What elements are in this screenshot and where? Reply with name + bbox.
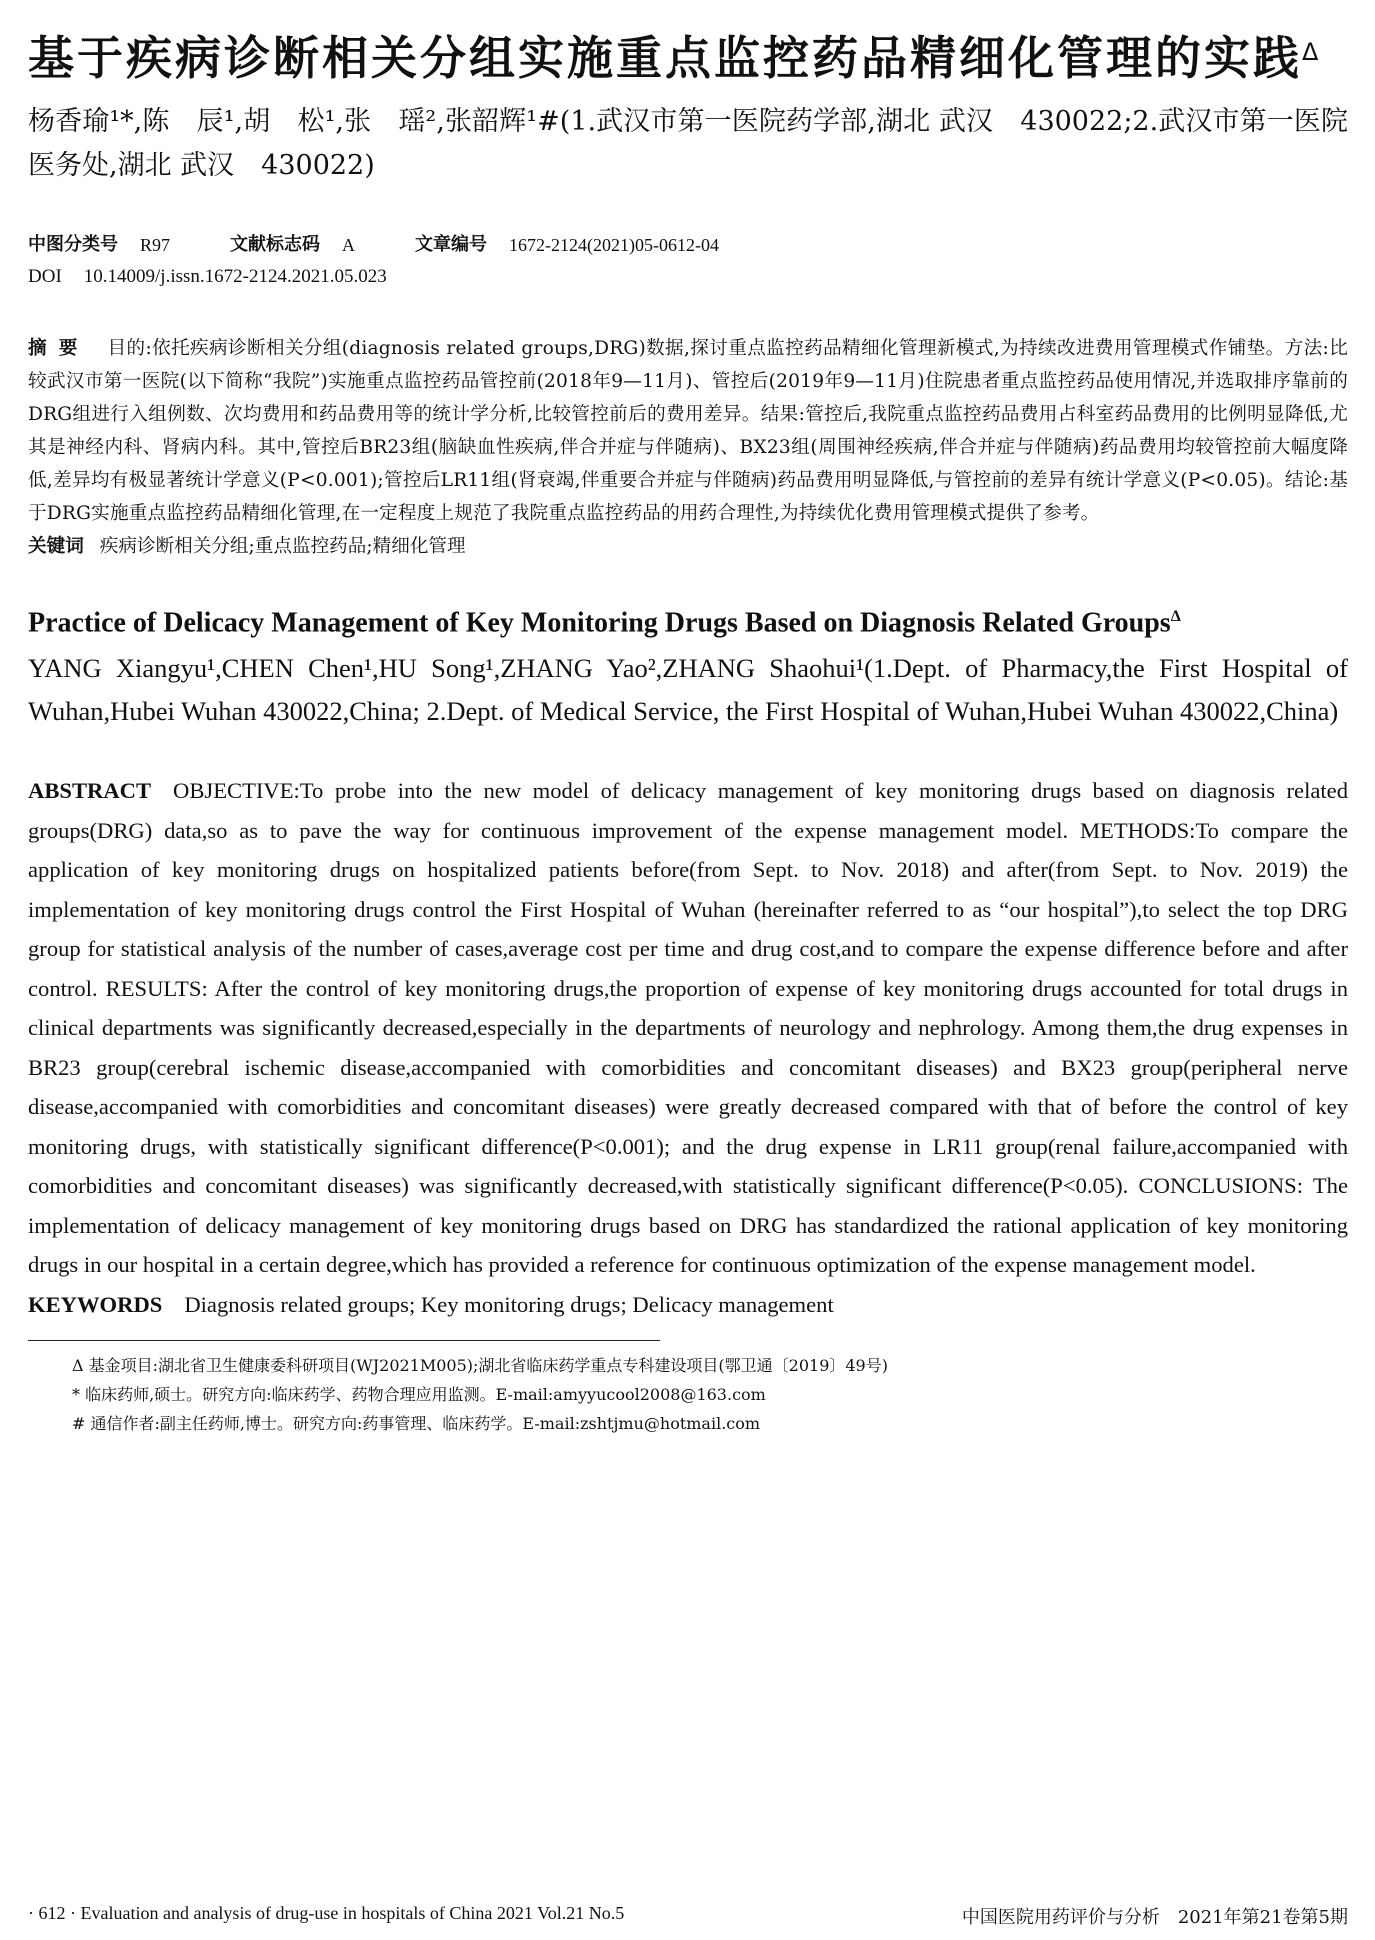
clc-label: 中图分类号 <box>28 234 118 255</box>
chinese-authors-affiliations: 杨香瑜¹*,陈 辰¹,胡 松¹,张 瑶²,张韶辉¹#(1.武汉市第一医院药学部,湖北 武汉 430022;2.武汉市第一医院医务处,湖北 武汉 430022) <box>28 106 1348 181</box>
english-title <box>28 597 1348 643</box>
english-abstract-text: OBJECTIVE:To probe into the new model of delicacy management of key monitoring drugs based on diagnosis related groups(DRG) data,so as to pave the way for continuous improvement of the expense management model. METHODS:To compare the application of key monitoring drugs on hospitalized patients before(from Sept. to Nov. 2018) and after(from Sept. to Nov. 2019) the implementation of key monitoring drugs control the First Hospital of Wuhan (hereinafter referred to as “our hospital”),to select the top DRG group for statistical analysis of the number of cases,average cost per time and drug cost,and to compare the expense difference before and after control. RESULTS: After the control of key monitoring drugs,the proportion of expense of key monitoring drugs accounted for total drugs in clinical departments was significantly decreased,especially in the departments of neurology and nephrology. Among them,the drug expenses in BR23 group(cerebral ischemic disease,accompanied with comorbidities and concomitant diseases) and BX23 group(peripheral nerve disease,accompanied with comorbidities and concomitant diseases) were greatly decreased compared with that of before the control of key monitoring drugs, with statistically significant difference(P<0.001); and the drug expense in LR11 group(renal failure,accompanied with comorbidities and concomitant diseases) was significantly decreased,with statistically significant difference(P<0.05). CONCLUSIONS: The implementation of delicacy management of key monitoring drugs based on DRG has standardized the rational application of key monitoring drugs in our hospital in a certain degree,which has provided a reference for continuous optimization of the expense management model. <box>28 778 1348 1278</box>
footnote-divider <box>28 1340 660 1341</box>
doi-value: 10.14009/j.issn.1672-2124.2021.05.023 <box>83 266 387 287</box>
english-abstract-label: ABSTRACT <box>28 778 152 804</box>
chinese-title-fund-mark: Δ <box>1302 38 1322 66</box>
document-code-label: 文献标志码 <box>230 234 321 255</box>
chinese-keywords-label: 关键词 <box>28 536 84 557</box>
page-footer <box>28 1903 1348 1929</box>
english-title-text: Practice of Delicacy Management of Key Monitoring Drugs Based on Diagnosis Related Groups <box>28 607 1171 639</box>
footer-journal-english: · 612 · Evaluation and analysis of drug-use in hospitals of China 2021 Vol.21 No.5 <box>28 1903 625 1923</box>
doi-label: DOI <box>28 266 62 287</box>
chinese-keywords-text: 疾病诊断相关分组;重点监控药品;精细化管理 <box>99 536 466 557</box>
footer-journal-chinese: 中国医院用药评价与分析 2021年第21卷第5期 <box>961 1907 1348 1928</box>
doi-row <box>28 260 1348 294</box>
footnote-funding: Δ 基金项目:湖北省卫生健康委科研项目(WJ2021M005);湖北省临床药学重点专科建设项目(鄂卫通〔2019〕49号) <box>72 1355 888 1375</box>
english-title-fund-mark: Δ <box>1170 608 1181 625</box>
chinese-keywords <box>28 530 1348 563</box>
english-authors-affiliations: YANG Xiangyu¹,CHEN Chen¹,HU Song¹,ZHANG Yao²,ZHANG Shaohui¹(1.Dept. of Pharmacy,the First Hospital of Wuhan,Hubei Wuhan 430022,China; 2.Dept. of Medical Service, the First Hospital of Wuhan,Hubei Wuhan 430022,China) <box>28 653 1348 727</box>
english-abstract <box>28 771 1348 1285</box>
chinese-abstract-text: 目的:依托疾病诊断相关分组(diagnosis related groups,DRG)数据,探讨重点监控药品精细化管理新模式,为持续改进费用管理模式作铺垫。方法:比较武汉市第一医院(以下简称“我院”)实施重点监控药品管控前(2018年9—11月)、管控后(2019年9—11月)住院患者重点监控药品使用情况,并选取排序靠前的DRG组进行入组例数、次均费用和药品费用等的统计学分析,比较管控前后的费用差异。结果:管控后,我院重点监控药品费用占科室药品费用的比例明显降低,尤其是神经内科、肾病内科。其中,管控后BR23组(脑缺血性疾病,伴合并症与伴随病)、BX23组(周围神经疾病,伴合并症与伴随病)药品费用均较管控前大幅度降低,差异均有极显著统计学意义(P<0.001);管控后LR11组(肾衰竭,伴重要合并症与伴随病)药品费用明显降低,与管控前的差异有统计学意义(P<0.05)。结论:基于DRG实施重点监控药品精细化管理,在一定程度上规范了我院重点监控药品的用药合理性,为持续优化费用管理模式提供了参考。 <box>28 338 1348 524</box>
clc-number <box>28 230 170 260</box>
chinese-title-text: 基于疾病诊断相关分组实施重点监控药品精细化管理的实践 <box>28 31 1302 85</box>
footnotes <box>28 1351 1348 1438</box>
english-keywords <box>28 1285 1348 1324</box>
clc-value: R97 <box>140 235 171 255</box>
footnote-corresponding-author: # 通信作者:副主任药师,博士。研究方向:药事管理、临床药学。E-mail:zshtjmu@hotmail.com <box>72 1413 761 1433</box>
article-number-value: 1672-2124(2021)05-0612-04 <box>509 235 719 255</box>
footnote-first-author: * 临床药师,硕士。研究方向:临床药学、药物合理应用监测。E-mail:amyyucool2008@163.com <box>72 1384 766 1404</box>
document-code-value: A <box>342 235 356 255</box>
document-code <box>230 230 355 260</box>
article-number-label: 文章编号 <box>415 234 488 255</box>
chinese-abstract-label: 摘要 <box>28 338 90 359</box>
article-page <box>28 22 1348 1438</box>
chinese-abstract <box>28 332 1348 530</box>
english-keywords-label: KEYWORDS <box>28 1291 163 1317</box>
chinese-title <box>28 22 1348 94</box>
classification-row <box>28 230 1348 260</box>
article-number <box>415 230 719 260</box>
english-keywords-text: Diagnosis related groups; Key monitoring drugs; Delicacy management <box>184 1291 834 1317</box>
